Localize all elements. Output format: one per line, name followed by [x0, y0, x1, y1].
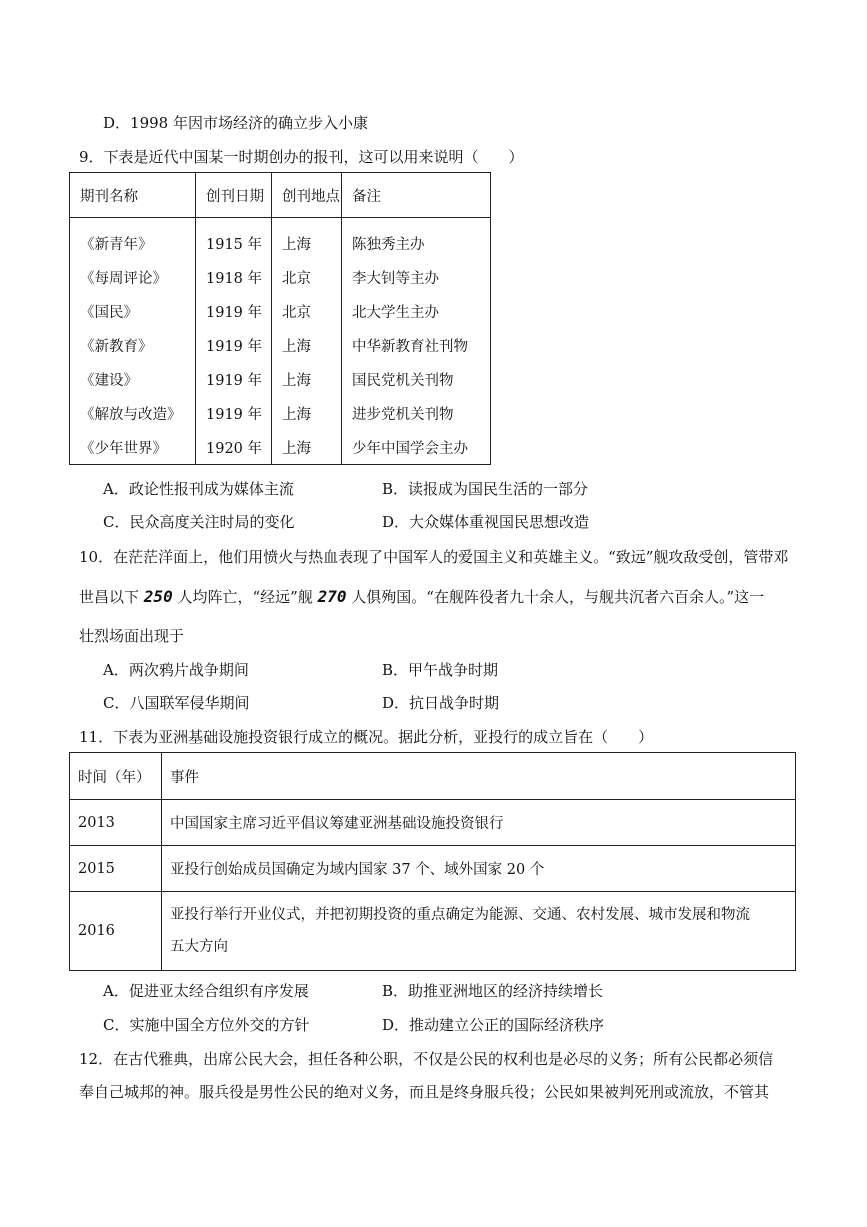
q9-option-d[interactable]: D．大众媒体重视国民思想改造: [382, 513, 590, 531]
table-cell: 上海: [272, 396, 342, 430]
q10-text: 世昌以下: [79, 588, 140, 606]
table-row: [70, 846, 796, 892]
q11-table: [69, 752, 796, 971]
q9-option-c[interactable]: C．民众高度关注时局的变化: [103, 513, 295, 531]
q10-option-d[interactable]: D．抗日战争时期: [382, 694, 500, 712]
table-row: [70, 328, 491, 362]
table-row: [70, 800, 796, 846]
q9-option-b[interactable]: B．读报成为国民生活的一部分: [382, 480, 589, 498]
q12-line-1: 12．在古代雅典，出席公民大会，担任各种公职，不仅是公民的权利也是必尽的义务；所有公民都必须信: [79, 1050, 774, 1068]
q11-option-c[interactable]: C．实施中国全方位外交的方针: [103, 1016, 310, 1034]
q8-option-d: D．1998 年因市场经济的确立步入小康: [103, 114, 368, 132]
table-cell: 1919 年: [196, 294, 272, 328]
table-row: [70, 218, 491, 261]
table-row: [70, 294, 491, 328]
table-cell: 国民党机关刊物: [342, 362, 491, 396]
q10-text: 人俱殉国。“在舰阵役者九十余人，与舰共沉者六百余人。”这一: [351, 588, 765, 606]
table-cell: 1915 年: [196, 218, 272, 261]
table-header-cell: 期刊名称: [70, 173, 196, 218]
table-row: [70, 362, 491, 396]
table-header-cell: 创刊地点: [272, 173, 342, 218]
q9-table: [69, 172, 491, 465]
table-cell: 2013: [70, 800, 162, 846]
table-cell-line: 亚投行举行开业仪式，并把初期投资的重点确定为能源、交通、农村发展、城市发展和物流: [170, 907, 750, 923]
q9-option-a[interactable]: A．政论性报刊成为媒体主流: [103, 480, 294, 498]
q10-number: 270: [317, 587, 347, 606]
table-cell: 1919 年: [196, 362, 272, 396]
table-cell: 《解放与改造》: [70, 396, 196, 430]
table-cell: 《国民》: [70, 294, 196, 328]
table-cell: 1919 年: [196, 396, 272, 430]
table-cell: 中华新教育社刊物: [342, 328, 491, 362]
table-row: [70, 396, 491, 430]
table-cell: 1919 年: [196, 328, 272, 362]
table-header-cell: 备注: [342, 173, 491, 218]
table-header-cell: 时间（年）: [70, 753, 162, 800]
table-cell: 李大钊等主办: [342, 260, 491, 294]
table-cell-line: 五大方向: [170, 939, 228, 955]
q9-stem: 9．下表是近代中国某一时期创办的报刊，这可以用来说明（ ）: [79, 148, 524, 166]
table-header-row: [70, 753, 796, 800]
table-cell: 2016: [70, 892, 162, 971]
table-cell: 少年中国学会主办: [342, 430, 491, 465]
table-row: [70, 892, 796, 971]
table-cell: 北大学生主办: [342, 294, 491, 328]
table-cell: 2015: [70, 846, 162, 892]
table-cell: 《每周评论》: [70, 260, 196, 294]
q10-option-b[interactable]: B．甲午战争时期: [382, 661, 499, 679]
q11-option-b[interactable]: B．助推亚洲地区的经济持续增长: [382, 982, 604, 1000]
q10-line-2: [79, 586, 764, 607]
q10-option-c[interactable]: C．八国联军侵华期间: [103, 694, 250, 712]
table-cell: 进步党机关刊物: [342, 396, 491, 430]
table-row: [70, 430, 491, 465]
table-header-cell: 事件: [162, 753, 796, 800]
table-cell: 亚投行创始成员国确定为域内国家 37 个、域外国家 20 个: [162, 846, 796, 892]
q10-number: 250: [143, 587, 173, 606]
q10-option-a[interactable]: A．两次鸦片战争期间: [103, 661, 249, 679]
table-header-row: [70, 173, 491, 218]
q11-stem: 11．下表为亚洲基础设施投资银行成立的概况。据此分析，亚投行的成立旨在（ ）: [79, 728, 654, 746]
table-cell: 《新教育》: [70, 328, 196, 362]
table-cell: 北京: [272, 260, 342, 294]
table-cell: 1920 年: [196, 430, 272, 465]
table-cell: 中国国家主席习近平倡议筹建亚洲基础设施投资银行: [162, 800, 796, 846]
table-cell: 上海: [272, 328, 342, 362]
table-cell: 1918 年: [196, 260, 272, 294]
q11-option-a[interactable]: A．促进亚太经合组织有序发展: [103, 982, 309, 1000]
q12-line-2: 奉自己城邦的神。服兵役是男性公民的绝对义务，而且是终身服兵役；公民如果被判死刑或流放，不管其: [79, 1083, 770, 1101]
table-header-cell: 创刊日期: [196, 173, 272, 218]
table-cell: 上海: [272, 362, 342, 396]
q10-line-1: 10．在茫茫洋面上，他们用愤火与热血表现了中国军人的爱国主义和英雄主义。“致远”舰攻敌受创，管带邓: [79, 548, 789, 566]
q10-text: 人均阵亡，“经远”舰: [177, 588, 313, 606]
table-cell: 《建设》: [70, 362, 196, 396]
table-cell: 《新青年》: [70, 218, 196, 261]
q11-option-d[interactable]: D．推动建立公正的国际经济秩序: [382, 1016, 605, 1034]
table-cell: [162, 892, 796, 971]
table-cell: 上海: [272, 430, 342, 465]
table-cell: 《少年世界》: [70, 430, 196, 465]
q10-line-3: 壮烈场面出现于: [79, 627, 185, 645]
table-cell: 上海: [272, 218, 342, 261]
table-cell: 陈独秀主办: [342, 218, 491, 261]
table-row: [70, 260, 491, 294]
table-cell: 北京: [272, 294, 342, 328]
